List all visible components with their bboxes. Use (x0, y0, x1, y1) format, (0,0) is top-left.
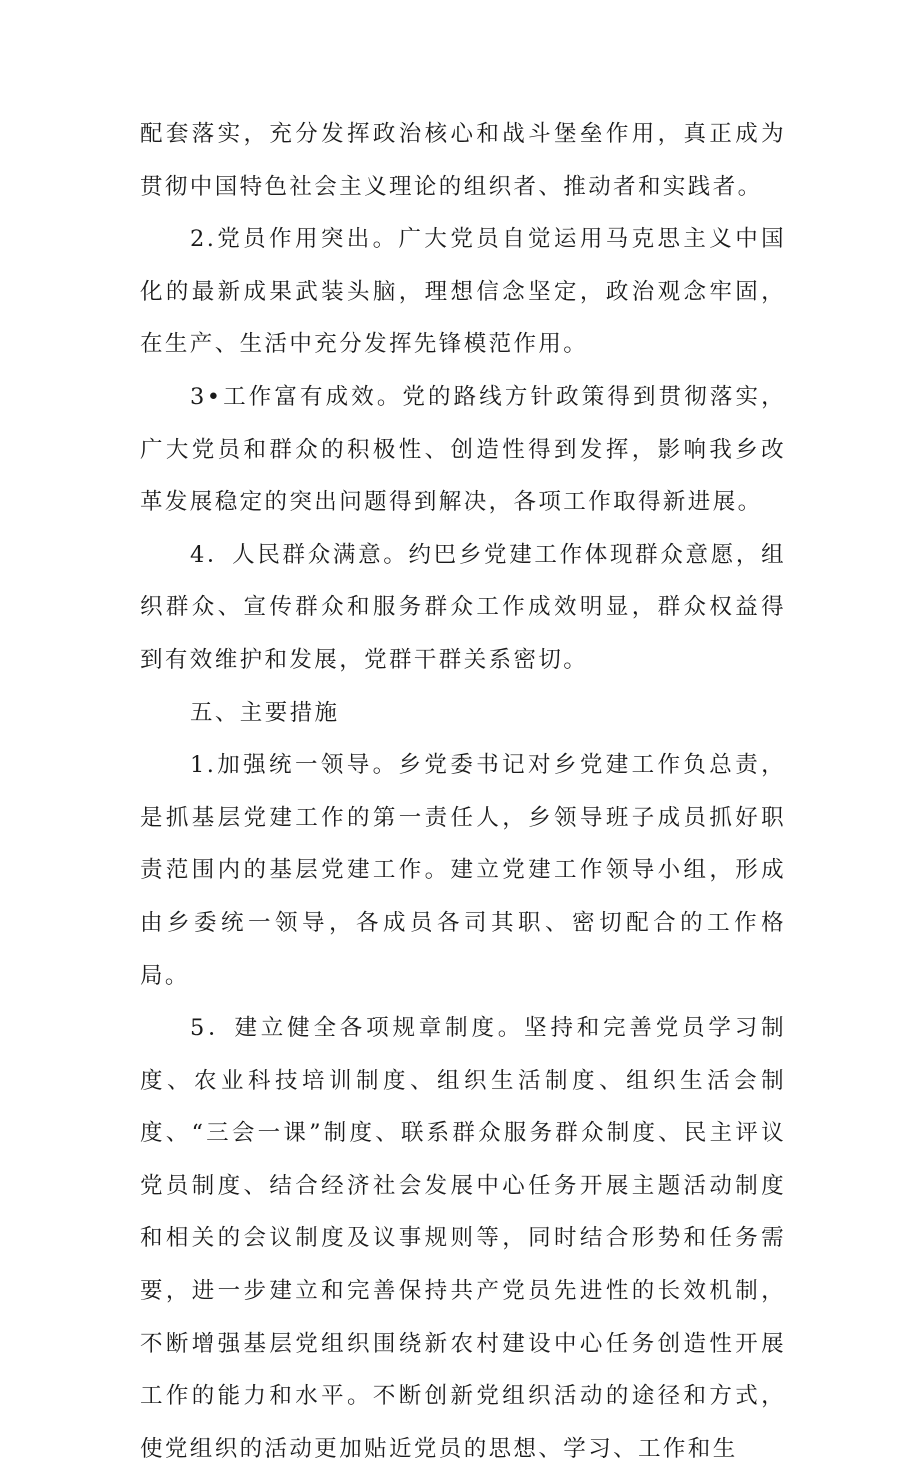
paragraph-continuation: 配套落实，充分发挥政治核心和战斗堡垒作用，真正成为贯彻中国特色社会主义理论的组织者、推动者和实践者。 (140, 121, 786, 200)
document-body (140, 108, 786, 1475)
paragraph-public-satisfaction: 4．人民群众满意。约巴乡党建工作体现群众意愿，组织群众、宣传群众和服务群众工作成效明显，群众权益得到有效维护和发展，党群干群关系密切。 (140, 541, 786, 673)
section-heading-main-measures: 五、主要措施 (190, 699, 340, 726)
paragraph-party-member-role: 2.党员作用突出。广大党员自觉运用马克思主义中国化的最新成果武装头脑，理想信念坚定，政治观念牢固，在生产、生活中充分发挥先锋模范作用。 (140, 226, 786, 358)
paragraph-work-results: 3•工作富有成效。党的路线方针政策得到贯彻落实，广大党员和群众的积极性、创造性得到发挥，影响我乡改革发展稳定的突出问题得到解决，各项工作取得新进展。 (140, 383, 786, 516)
paragraph-unified-leadership: 1.加强统一领导。乡党委书记对乡党建工作负总责，是抓基层党建工作的第一责任人，乡领导班子成员抓好职责范围内的基层党建工作。建立党建工作领导小组，形成由乡委统一领导，各成员各司其职、密切配合的工作格局。 (140, 752, 786, 989)
paragraph-rules-and-systems: 5．建立健全各项规章制度。坚持和完善党员学习制度、农业科技培训制度、组织生活制度、组织生活会制度、“三会一课”制度、联系群众服务群众制度、民主评议党员制度、结合经济社会发展中心任务开展主题活动制度和相关的会议制度及议事规则等，同时结合形势和任务需要，进一步建立和完善保持共产党员先进性的长效机制，不断增强基层党组织围绕新农村建设中心任务创造性开展工作的能力和水平。不断创新党组织活动的途径和方式，使党组织的活动更加贴近党员的思想、学习、工作和生 (140, 1015, 786, 1462)
